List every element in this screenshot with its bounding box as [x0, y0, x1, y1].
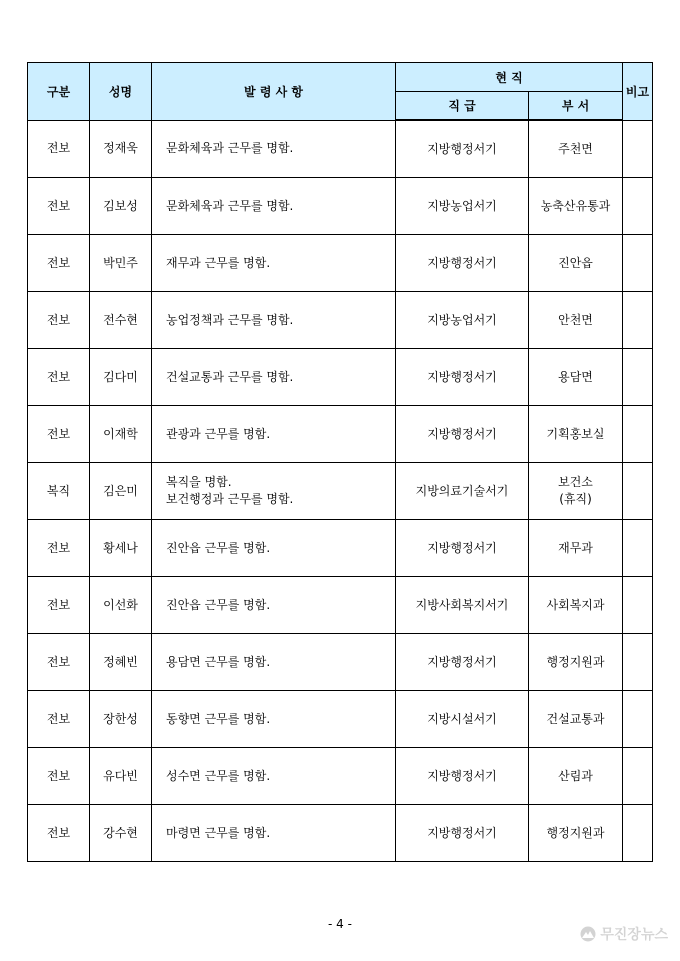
- cell-name: 이재학: [90, 406, 152, 463]
- cell-grade: 지방행정서기: [396, 520, 529, 577]
- cell-note: [623, 406, 653, 463]
- cell-order-line: 용담면 근무를 명함.: [166, 654, 271, 669]
- cell-grade: 지방행정서기: [396, 406, 529, 463]
- cell-note: [623, 805, 653, 862]
- watermark: [580, 924, 668, 944]
- cell-category: 전보: [28, 120, 90, 178]
- cell-dept-line: 주천면: [558, 141, 593, 156]
- header-note: 비고: [623, 63, 653, 121]
- cell-order-line: 동향면 근무를 명함.: [166, 711, 271, 726]
- cell-grade: 지방농업서기: [396, 178, 529, 235]
- cell-order-line: 관광과 근무를 명함.: [166, 426, 271, 441]
- cell-category: 복직: [28, 463, 90, 520]
- cell-dept-line: 보건소: [558, 475, 593, 490]
- cell-order-line: 마령면 근무를 명함.: [166, 825, 271, 840]
- header-category: 구분: [28, 63, 90, 121]
- table-row: [28, 178, 653, 235]
- cell-grade: 지방행정서기: [396, 349, 529, 406]
- cell-dept: [529, 634, 623, 691]
- cell-category: 전보: [28, 406, 90, 463]
- table-row: [28, 634, 653, 691]
- cell-order: [152, 349, 396, 406]
- cell-dept-line: 행정지원과: [546, 654, 605, 669]
- table-row: [28, 691, 653, 748]
- header-order: 발 령 사 항: [152, 63, 396, 121]
- table-row: [28, 577, 653, 634]
- cell-order-line: 건설교통과 근무를 명함.: [166, 369, 294, 384]
- cell-grade: 지방행정서기: [396, 748, 529, 805]
- cell-note: [623, 463, 653, 520]
- table-row: [28, 520, 653, 577]
- header-current: 현 직: [396, 63, 623, 92]
- cell-name: 황세나: [90, 520, 152, 577]
- cell-note: [623, 520, 653, 577]
- cell-dept: [529, 463, 623, 520]
- cell-order-line: 성수면 근무를 명함.: [166, 768, 271, 783]
- cell-dept: [529, 120, 623, 178]
- cell-note: [623, 748, 653, 805]
- cell-order: [152, 235, 396, 292]
- cell-order-line: 재무과 근무를 명함.: [166, 255, 271, 270]
- cell-grade: 지방사회복지서기: [396, 577, 529, 634]
- cell-dept: [529, 748, 623, 805]
- cell-order-line: 문화체육과 근무를 명함.: [166, 141, 294, 156]
- header-name: 성명: [90, 63, 152, 121]
- cell-dept: [529, 235, 623, 292]
- table-row: [28, 406, 653, 463]
- cell-category: 전보: [28, 691, 90, 748]
- cell-order-line: 보건행정과 근무를 명함.: [166, 492, 294, 506]
- cell-name: 김보성: [90, 178, 152, 235]
- cell-order: [152, 178, 396, 235]
- mountain-logo-icon: [580, 926, 596, 942]
- cell-name: 박민주: [90, 235, 152, 292]
- cell-dept: [529, 805, 623, 862]
- cell-dept-line: 진안읍: [558, 255, 593, 270]
- cell-order: [152, 292, 396, 349]
- cell-dept-line: 사회복지과: [546, 597, 605, 612]
- cell-dept: [529, 406, 623, 463]
- cell-dept: [529, 520, 623, 577]
- cell-category: 전보: [28, 748, 90, 805]
- cell-grade: 지방행정서기: [396, 634, 529, 691]
- cell-dept-line: 행정지원과: [546, 825, 605, 840]
- header-dept: 부 서: [529, 92, 623, 121]
- cell-order-line: 복직을 명함.: [166, 475, 232, 490]
- cell-dept-line: 산림과: [558, 768, 593, 783]
- cell-category: 전보: [28, 292, 90, 349]
- cell-dept-line: 기획홍보실: [546, 426, 605, 441]
- cell-grade: 지방농업서기: [396, 292, 529, 349]
- table-row: [28, 748, 653, 805]
- cell-order: [152, 463, 396, 520]
- cell-order-line: 진안읍 근무를 명함.: [166, 540, 271, 555]
- cell-name: 이선화: [90, 577, 152, 634]
- cell-category: 전보: [28, 178, 90, 235]
- cell-order: [152, 120, 396, 178]
- cell-name: 정재욱: [90, 120, 152, 178]
- page-number: - 4 -: [328, 917, 352, 931]
- cell-name: 김다미: [90, 349, 152, 406]
- cell-note: [623, 691, 653, 748]
- cell-name: 장한성: [90, 691, 152, 748]
- cell-dept-line: 건설교통과: [546, 711, 605, 726]
- cell-dept: [529, 577, 623, 634]
- cell-dept: [529, 178, 623, 235]
- cell-category: 전보: [28, 577, 90, 634]
- table-row: [28, 805, 653, 862]
- cell-category: 전보: [28, 634, 90, 691]
- cell-dept: [529, 691, 623, 748]
- personnel-table: [27, 62, 653, 862]
- cell-note: [623, 634, 653, 691]
- cell-name: 정혜빈: [90, 634, 152, 691]
- cell-order: [152, 805, 396, 862]
- cell-grade: 지방행정서기: [396, 805, 529, 862]
- cell-dept-line: 용담면: [558, 369, 593, 384]
- cell-order: [152, 691, 396, 748]
- table-row: [28, 235, 653, 292]
- cell-order: [152, 577, 396, 634]
- cell-note: [623, 292, 653, 349]
- cell-category: 전보: [28, 349, 90, 406]
- table-row: [28, 349, 653, 406]
- cell-dept-line: 안천면: [558, 312, 593, 327]
- cell-grade: 지방의료기술서기: [396, 463, 529, 520]
- cell-order: [152, 406, 396, 463]
- table-body: [28, 120, 653, 862]
- cell-dept: [529, 349, 623, 406]
- cell-dept-line: 재무과: [558, 540, 593, 555]
- table-row: [28, 292, 653, 349]
- cell-name: 강수현: [90, 805, 152, 862]
- cell-dept-line: (휴직): [559, 492, 592, 506]
- cell-note: [623, 235, 653, 292]
- cell-order: [152, 520, 396, 577]
- cell-note: [623, 120, 653, 178]
- cell-order: [152, 634, 396, 691]
- cell-grade: 지방행정서기: [396, 235, 529, 292]
- watermark-text: 무진장뉴스: [600, 927, 668, 943]
- cell-note: [623, 178, 653, 235]
- cell-grade: 지방행정서기: [396, 120, 529, 178]
- cell-name: 전수현: [90, 292, 152, 349]
- cell-order: [152, 748, 396, 805]
- header-grade: 직 급: [396, 92, 529, 121]
- cell-category: 전보: [28, 235, 90, 292]
- table-row: [28, 120, 653, 178]
- cell-dept-line: 농축산유통과: [540, 198, 611, 213]
- cell-name: 김은미: [90, 463, 152, 520]
- cell-dept: [529, 292, 623, 349]
- cell-order-line: 진안읍 근무를 명함.: [166, 597, 271, 612]
- cell-category: 전보: [28, 805, 90, 862]
- table-row: [28, 463, 653, 520]
- cell-name: 유다빈: [90, 748, 152, 805]
- cell-grade: 지방시설서기: [396, 691, 529, 748]
- cell-category: 전보: [28, 520, 90, 577]
- cell-order-line: 농업정책과 근무를 명함.: [166, 312, 294, 327]
- cell-note: [623, 349, 653, 406]
- cell-note: [623, 577, 653, 634]
- cell-order-line: 문화체육과 근무를 명함.: [166, 198, 294, 213]
